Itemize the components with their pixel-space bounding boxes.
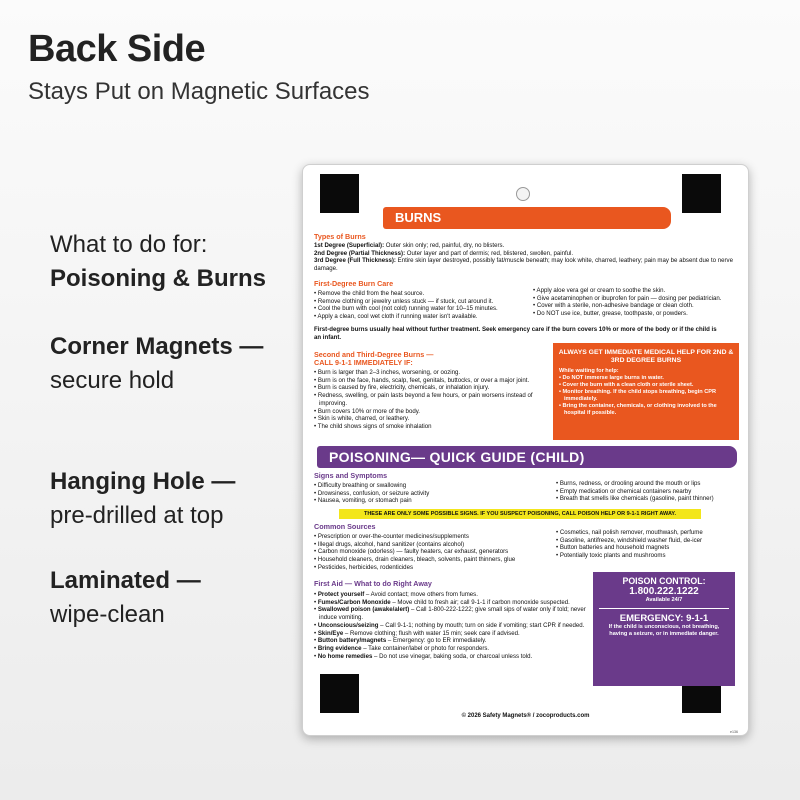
first-degree-note: First-degree burns usually heal without further treatment. Seek emergency care if the burn covers 10% or more of the body or if the child is an infant. xyxy=(314,326,717,341)
first-degree-care-right xyxy=(533,287,743,318)
first-aid-list xyxy=(314,591,590,660)
list-item: • Monitor breathing. If the child stops breathing, begin CPR immediately. xyxy=(559,389,733,403)
list-item: • No home remedies – Do not use vinegar, baking soda, or charcoal unless told. xyxy=(314,653,590,661)
signs-symptoms-heading: Signs and Symptoms xyxy=(314,471,388,480)
list-item: • Burn is larger than 2–3 inches, worsening, or oozing. xyxy=(314,369,546,377)
list-item: • Burn is on the face, hands, scalp, feet, genitals, buttocks, or over a major joint. xyxy=(314,377,546,385)
feature-value: secure hold xyxy=(50,367,175,394)
list-item: • Household cleaners, drain cleaners, bleach, solvents, paint thinners, glue xyxy=(314,556,554,564)
list-item: • Bring evidence – Take container/label or photo for responders. xyxy=(314,645,590,653)
sources-left xyxy=(314,533,554,572)
corner-magnet-top-left xyxy=(320,174,359,213)
list-item: • Give acetaminophen or ibuprofen for pain — dosing per pediatrician. xyxy=(533,295,743,303)
burn-type-3rd: 3rd Degree (Full Thickness): Entire skin layer destroyed, possibly fat/muscle beneath; may look white, charred, leathery; pain may be absent due to nerve damage. xyxy=(314,257,733,273)
signs-left xyxy=(314,482,539,505)
second-third-degree-heading: Second and Third-Degree Burns — CALL 9-1-1 IMMEDIATELY IF: xyxy=(314,350,434,368)
list-item: • Burn is caused by fire, electricity, chemicals, or inhalation injury. xyxy=(314,384,546,392)
list-item: • Drowsiness, confusion, or seizure activity xyxy=(314,490,539,498)
feature-label: What to do for: xyxy=(50,231,208,258)
list-item: • Cosmetics, nail polish remover, mouthwash, perfume xyxy=(556,529,746,537)
burn-type-1st: 1st Degree (Superficial): Outer skin only; red, painful, dry, no blisters. xyxy=(314,242,505,249)
list-item: • Prescription or over-the-counter medicines/supplements xyxy=(314,533,554,541)
list-item: • Nausea, vomiting, or stomach pain xyxy=(314,497,539,505)
list-item: • Button batteries and household magnets xyxy=(556,544,746,552)
list-item: • Cool the burn with cool (not cold) running water for 10–15 minutes. xyxy=(314,305,524,313)
signs-right xyxy=(556,480,741,503)
page-subtitle: Stays Put on Magnetic Surfaces xyxy=(28,78,370,105)
burn-types xyxy=(314,242,734,273)
poison-control-availability: Available 24/7 xyxy=(645,597,683,603)
types-of-burns-heading: Types of Burns xyxy=(314,232,366,241)
feature-value: wipe-clean xyxy=(50,601,165,628)
list-item: • Remove the child from the heat source. xyxy=(314,290,524,298)
medical-help-alert-box xyxy=(553,343,739,440)
list-item: • Skin is white, charred, or leathery. xyxy=(314,415,546,423)
second-third-degree-list xyxy=(314,369,546,431)
feature-value: pre-drilled at top xyxy=(50,502,224,529)
poison-control-label: POISON CONTROL: xyxy=(622,576,706,586)
corner-magnet-top-right xyxy=(682,174,721,213)
feature-hanging-hole xyxy=(50,465,235,533)
feature-label: Corner Magnets — xyxy=(50,333,264,360)
list-item: • Redness, swelling, or pain lasts beyond a few hours, or pain worsens instead of improving. xyxy=(314,392,546,407)
list-item: • Illegal drugs, alcohol, hand sanitizer (contains alcohol) xyxy=(314,541,554,549)
list-item: • Apply aloe vera gel or cream to soothe the skin. xyxy=(533,287,743,295)
feature-label: Hanging Hole — xyxy=(50,468,236,495)
list-item: • Button battery/magnets – Emergency: go to ER immediately. xyxy=(314,637,590,645)
alert-title: ALWAYS GET IMMEDIATE MEDICAL HELP FOR 2ND & 3RD DEGREE BURNS xyxy=(558,349,734,364)
first-degree-care-heading: First-Degree Burn Care xyxy=(314,279,394,288)
list-item: • Burn covers 10% or more of the body. xyxy=(314,408,546,416)
emergency-number: EMERGENCY: 9-1-1 xyxy=(619,613,709,624)
magnet-card xyxy=(302,164,749,736)
list-item: • Empty medication or chemical containers nearby xyxy=(556,488,741,496)
burns-section-title: BURNS xyxy=(383,207,671,229)
list-item: • Bring the container, chemicals, or clothing involved to the hospital if possible. xyxy=(559,403,733,417)
list-item: • Potentially toxic plants and mushrooms xyxy=(556,552,746,560)
corner-magnet-bottom-left xyxy=(320,674,359,713)
list-item: • Skin/Eye – Remove clothing; flush with water 15 min; seek care if advised. xyxy=(314,630,590,638)
list-item: • Carbon monoxide (odorless) — faulty heaters, car exhaust, generators xyxy=(314,548,554,556)
list-item: • Swallowed poison (awake/alert) – Call 1-800-222-1222; give small sips of water only if told; never induce vomiting. xyxy=(314,606,590,621)
list-item: • Remove clothing or jewelry unless stuck — if stuck, cut around it. xyxy=(314,298,524,306)
product-code: e136 xyxy=(730,730,738,734)
possible-signs-warning: THESE ARE ONLY SOME POSSIBLE SIGNS. IF YOU SUSPECT POISONING, CALL POISON HELP OR 9-1-1 RIGHT AWAY. xyxy=(339,509,701,519)
feature-laminated xyxy=(50,564,201,632)
first-aid-heading: First Aid — What to do Right Away xyxy=(314,579,432,588)
list-item: • Apply a clean, cool wet cloth if running water isn't available. xyxy=(314,313,524,321)
burn-type-2nd: 2nd Degree (Partial Thickness): Outer layer and part of dermis; red, blistered, swollen, painful. xyxy=(314,249,574,257)
list-item: • Unconscious/seizing – Call 9-1-1; nothing by mouth; turn on side if vomiting; start CPR if needed. xyxy=(314,622,590,630)
alert-waiting-label: While waiting for help: xyxy=(559,368,619,374)
list-item: • Difficulty breathing or swallowing xyxy=(314,482,539,490)
list-item: • Do NOT use ice, butter, grease, toothpaste, or powders. xyxy=(533,310,743,318)
feature-value: Poisoning & Burns xyxy=(50,265,266,292)
feature-corner-magnets xyxy=(50,330,263,398)
first-degree-care-left xyxy=(314,290,524,321)
poison-control-box xyxy=(593,572,735,686)
list-item: • Cover with a sterile, non-adhesive bandage or clean cloth. xyxy=(533,302,743,310)
list-item: • Do NOT immerse large burns in water. xyxy=(559,375,733,382)
emergency-description: If the child is unconscious, not breathing, having a seizure, or in immediate danger. xyxy=(608,624,720,637)
list-item: • The child shows signs of smoke inhalation xyxy=(314,423,546,431)
list-item: • Pesticides, herbicides, rodenticides xyxy=(314,564,554,572)
feature-poisoning-burns xyxy=(50,228,266,296)
divider xyxy=(599,608,729,609)
list-item: • Cover the burn with a clean cloth or sterile sheet. xyxy=(559,382,733,389)
list-item: • Gasoline, antifreeze, windshield washer fluid, de-icer xyxy=(556,537,746,545)
list-item: • Fumes/Carbon Monoxide – Move child to fresh air; call 9-1-1 if carbon monoxide suspected. xyxy=(314,599,590,607)
list-item: • Protect yourself – Avoid contact; move others from fumes. xyxy=(314,591,590,599)
page-title: Back Side xyxy=(28,28,206,70)
feature-label: Laminated — xyxy=(50,567,201,594)
list-item: • Breath that smells like chemicals (gasoline, paint thinner) xyxy=(556,495,741,503)
list-item: • Burns, redness, or drooling around the mouth or lips xyxy=(556,480,741,488)
common-sources-heading: Common Sources xyxy=(314,522,376,531)
sources-right xyxy=(556,529,746,560)
poison-control-phone: 1.800.222.1222 xyxy=(629,586,699,597)
footer-copyright: © 2026 Safety Magnets® / zocoproducts.com xyxy=(461,713,590,719)
hanging-hole xyxy=(516,187,530,201)
poisoning-section-title: POISONING— QUICK GUIDE (CHILD) xyxy=(317,446,737,468)
